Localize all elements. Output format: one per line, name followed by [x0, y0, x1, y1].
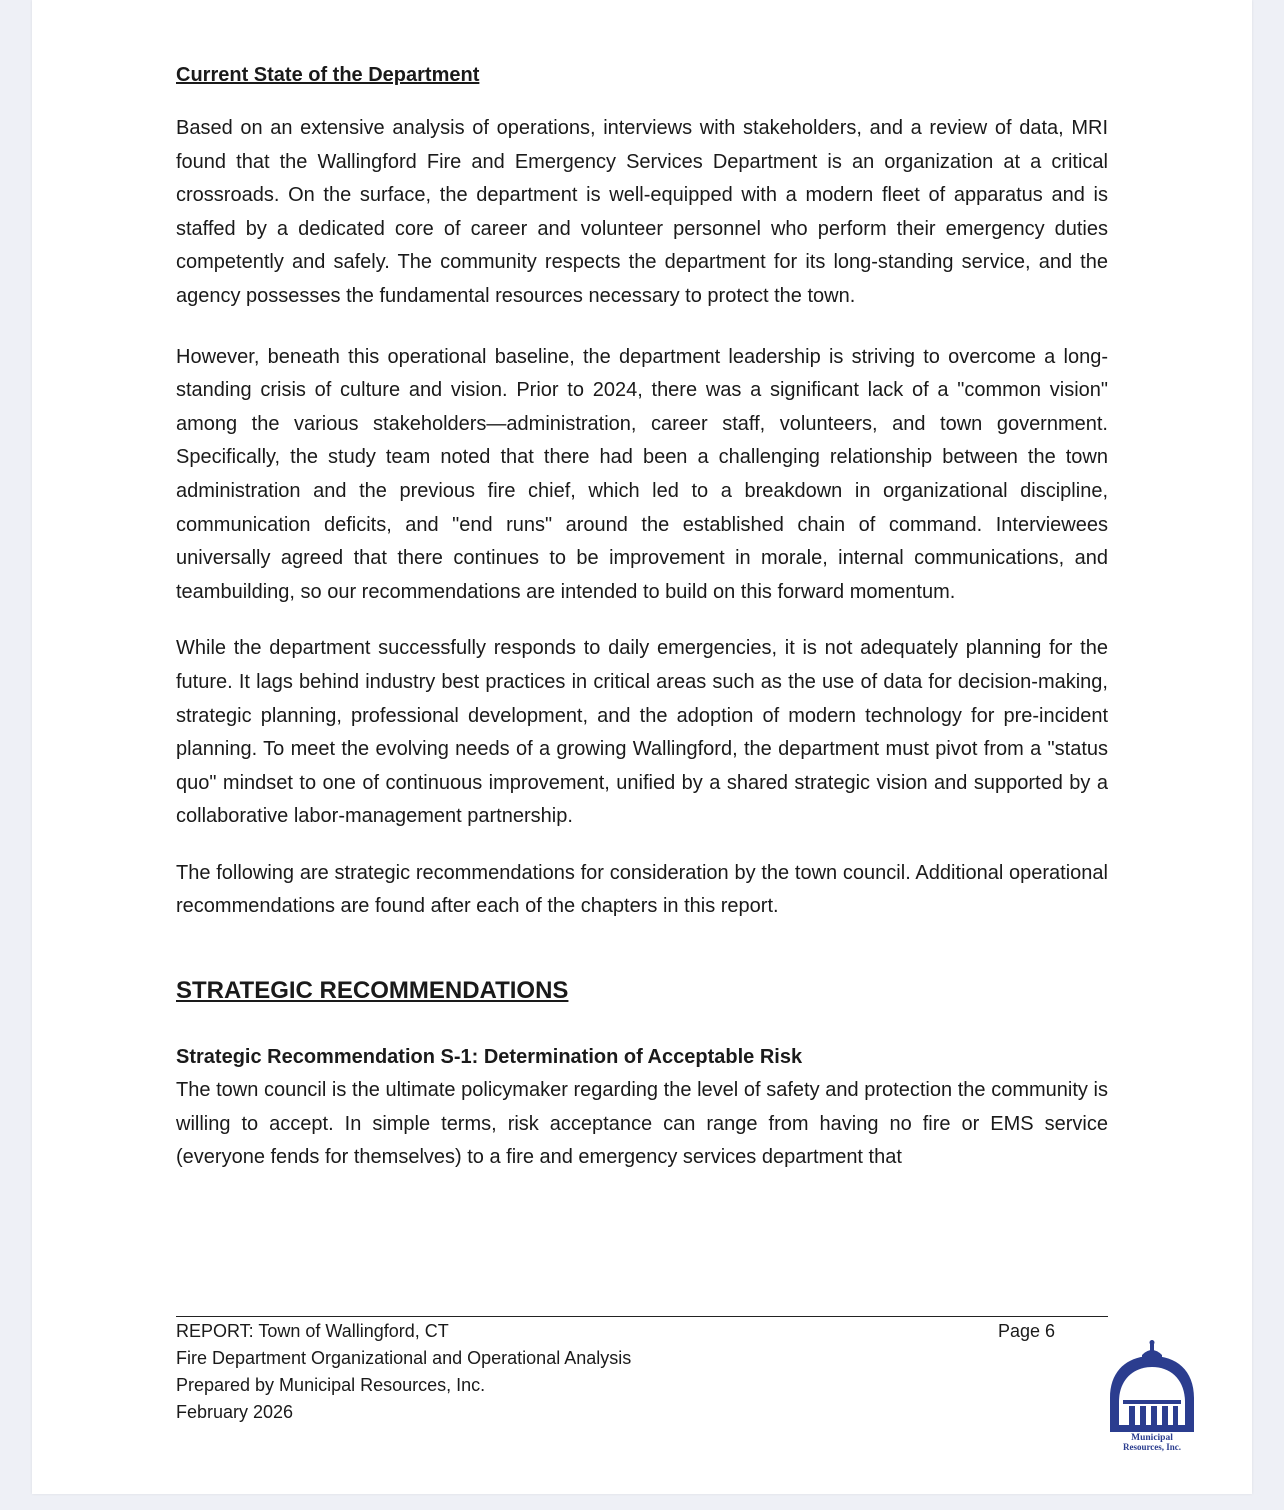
- footer-divider: [176, 1316, 1108, 1317]
- municipal-resources-logo: [1104, 1340, 1200, 1454]
- paragraph-3: While the department successfully responds to daily emergencies, it is not adequately planning for the future. It lags behind industry best practices in critical areas such as the use of data for decision-making, strategic planning, professional development, and the adoption of modern technology for pre-incident planning. To meet the evolving needs of a growing Wallingford, the department must pivot from a "status quo" mindset to one of continuous improvement, unified by a shared strategic vision and supported by a collaborative labor-management partnership.: [176, 637, 1108, 828]
- page-content: [176, 60, 1108, 1175]
- logo-text-line2: Resources, Inc.: [1122, 1442, 1182, 1452]
- report-footer: [176, 1318, 631, 1426]
- capitol-dome-icon: [1104, 1340, 1200, 1454]
- document-page: [32, 0, 1252, 1494]
- paragraph-1: Based on an extensive analysis of operations, interviews with stakeholders, and a review of data, MRI found that the Wallingford Fire and Emergency Services Department is an organization at a critical crossroads. On the surface, the department is well-equipped with a modern fleet of apparatus and is staffed by a dedicated core of career and volunteer personnel who perform their emergency duties competently and safely. The community respects the department for its long-standing service, and the agency possesses the fundamental resources necessary to protect the town.: [176, 117, 1108, 307]
- footer-line-date: February 2026: [176, 1402, 294, 1422]
- section-title: Current State of the Department: [176, 64, 480, 86]
- footer-line-title: Fire Department Organizational and Operational Analysis: [176, 1348, 632, 1368]
- logo-text-line1: Municipal: [1131, 1433, 1173, 1443]
- recommendation-s1-title: Strategic Recommendation S-1: Determination of Acceptable Risk: [176, 1046, 803, 1069]
- strategic-heading: STRATEGIC RECOMMENDATIONS: [176, 977, 569, 1005]
- paragraph-2: However, beneath this operational baseline, the department leadership is striving to overcome a long-standing crisis of culture and vision. Prior to 2024, there was a significant lack of a "common vision" among the various stakeholders—administration, career staff, volunteers, and town government. Specifically, the study team noted that there had been a challenging relationship between the town administration and the previous fire chief, which led to a breakdown in organizational discipline, communication deficits, and "end runs" around the established chain of command. Interviewees universally agreed that there continues to be improvement in morale, internal communications, and teambuilding, so our recommendations are intended to build on this forward momentum.: [176, 345, 1108, 603]
- recommendation-s1-text: The town council is the ultimate policymaker regarding the level of safety and protection the community is willing to accept. In simple terms, risk acceptance can range from having no fire or EMS service (everyone fends for themselves) to a fire and emergency services department that: [176, 1079, 1108, 1169]
- footer-line-report: REPORT: Town of Wallingford, CT: [176, 1321, 449, 1341]
- page-number: Page 6: [998, 1321, 1056, 1341]
- footer-line-prepared: Prepared by Municipal Resources, Inc.: [176, 1375, 486, 1395]
- paragraph-4: The following are strategic recommendations for consideration by the town council. Additional operational recommendations are found after each of the chapters in this report.: [176, 861, 1108, 918]
